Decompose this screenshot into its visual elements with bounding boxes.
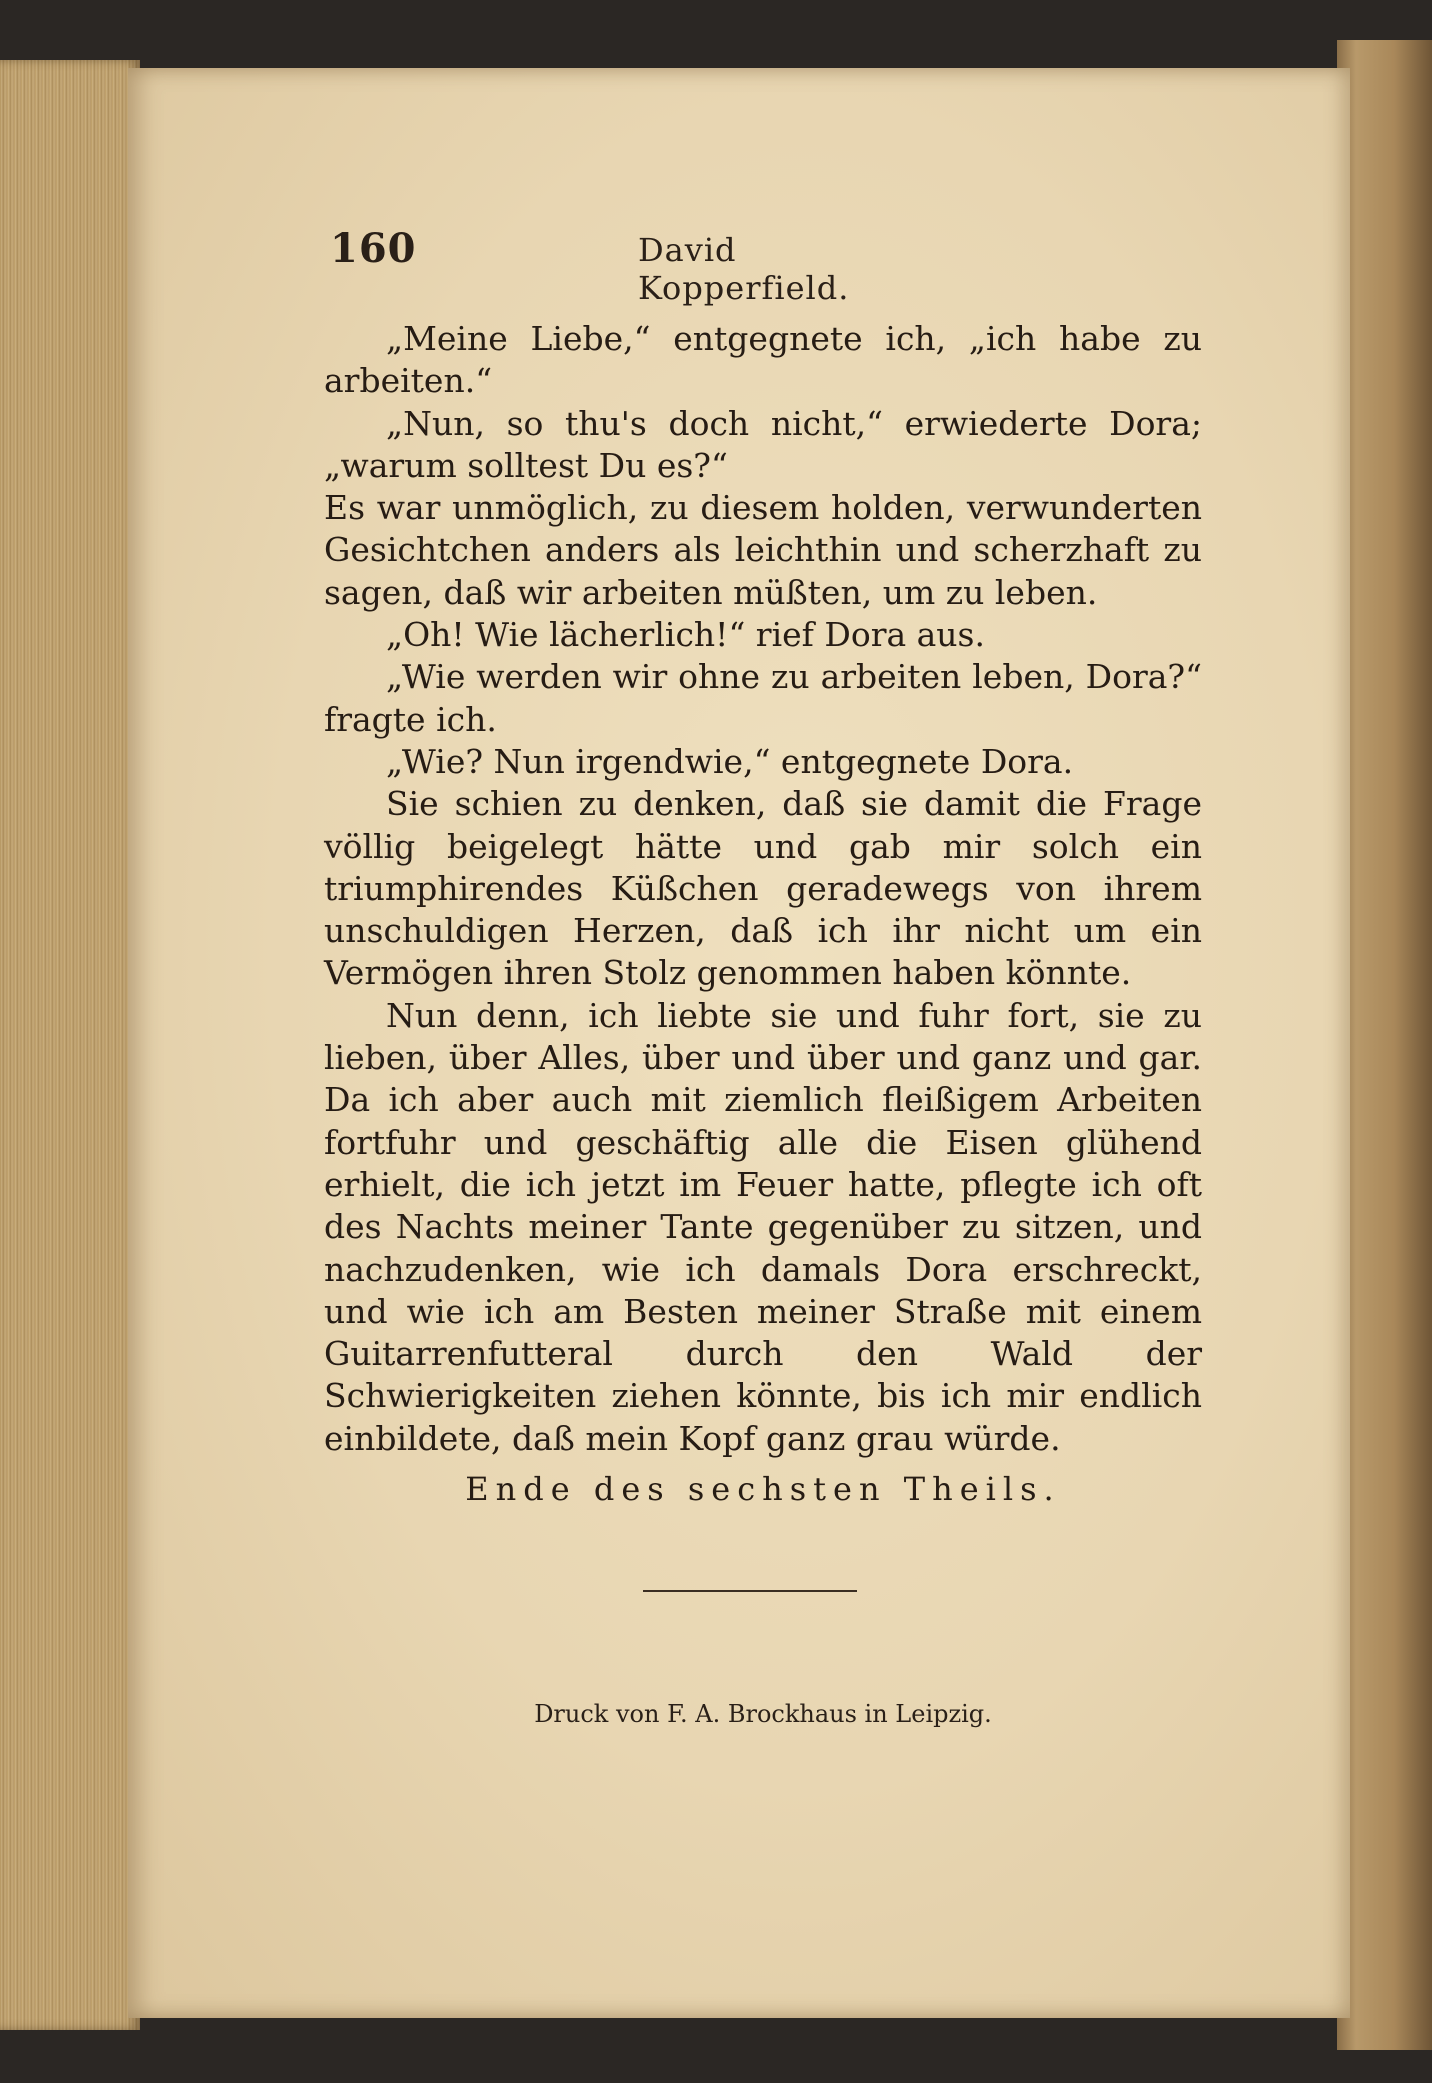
page-number: 160 — [330, 225, 417, 272]
divider-rule — [643, 1590, 857, 1592]
cover-board-edge — [1337, 40, 1432, 2050]
page-block-edge — [0, 60, 140, 2030]
paragraph: „Nun, so thu's doch nicht,“ erwiederte Dora; „warum solltest Du es?“ — [324, 403, 1202, 485]
end-of-part-note: Ende des sechsten Theils. — [465, 1470, 1061, 1508]
paragraph: „Wie werden wir ohne zu arbeiten leben, Dora?“ fragte ich. — [324, 657, 1202, 739]
body-text — [324, 318, 1202, 1460]
paragraph: „Oh! Wie lächerlich!“ rief Dora aus. — [386, 615, 985, 655]
paragraph: „Wie? Nun irgendwie,“ entgegnete Dora. — [386, 741, 1074, 781]
running-title: David Kopperfield. — [638, 231, 850, 307]
paragraph: Sie schien zu denken, daß sie damit die Frage völlig beigelegt hätte und gab mir solch ein triumphirendes Küßchen geradewegs von ihrem unschuldigen Herzen, daß ich ihr nicht um ein Vermögen ihren Stolz genommen haben könnte. — [324, 784, 1202, 993]
paragraph: „Meine Liebe,“ entgegnete ich, „ich habe zu arbeiten.“ — [324, 319, 1202, 401]
paragraph: Nun denn, ich liebte sie und fuhr fort, sie zu lieben, über Alles, über und über und ganz und gar. Da ich aber auch mit ziemlich fleißigem Arbeiten fortfuhr und geschäftig alle die Eisen glühend erhielt, die ich jetzt im Feuer hatte, pflegte ich oft des Nachts meiner Tante gegenüber zu sitzen, und nachzudenken, wie ich damals Dora erschreckt, und wie ich am Besten meiner Straße mit einem Guitarrenfutteral durch den Wald der Schwierigkeiten ziehen könnte, bis ich mir endlich einbildete, daß mein Kopf ganz grau würde. — [324, 995, 1202, 1458]
page-header — [330, 225, 910, 307]
paragraph: Es war unmöglich, zu diesem holden, verwunderten Gesichtchen anders als leichthin und scherzhaft zu sagen, daß wir arbeiten müßten, um zu leben. — [324, 488, 1202, 612]
printer-imprint: Druck von F. A. Brockhaus in Leipzig. — [534, 1700, 992, 1728]
